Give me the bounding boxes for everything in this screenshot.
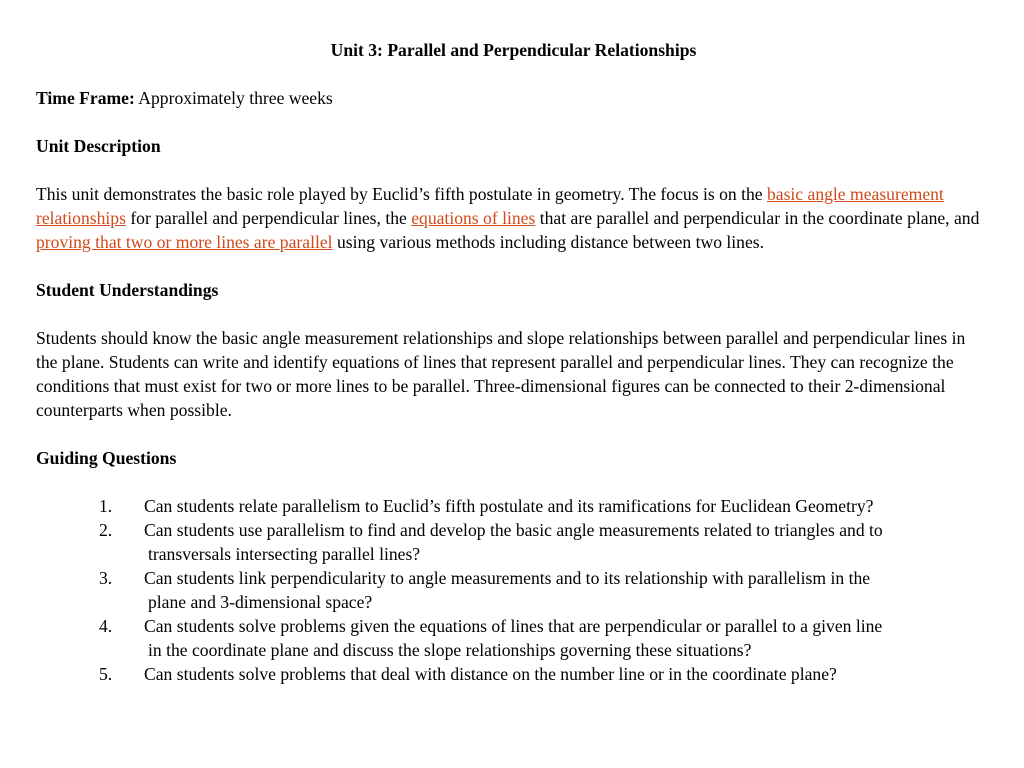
list-item	[99, 566, 991, 614]
guiding-questions-list	[36, 494, 991, 686]
list-item-number: 5.	[99, 664, 113, 684]
student-understandings-text: Students should know the basic angle measurement relationships and slope relationships between parallel and perpendicular lines in the plane. Students can write and identify equations of lines that represent parallel and perpendicular lines. They can recognize the conditions that must exist for two or more lines to be parallel. Three-dimensional figures can be connected to their 2-dimensional counterparts when possible.	[36, 328, 966, 420]
time-frame-label: Time Frame:	[36, 88, 135, 108]
list-item	[99, 518, 991, 566]
list-item-text-continued: plane and 3-dimensional space?	[148, 592, 373, 612]
list-item-number: 2.	[99, 520, 113, 540]
list-item	[99, 494, 991, 518]
list-item-number: 3.	[99, 568, 113, 588]
list-item	[99, 614, 991, 662]
list-item-text: Can students relate parallelism to Euclid’s fifth postulate and its ramifications for Euclidean Geometry?	[144, 496, 874, 516]
unit-description-text-part-4: using various methods including distance between two lines.	[332, 232, 765, 252]
list-item-text: Can students solve problems given the equations of lines that are perpendicular or parallel to a given line	[144, 616, 883, 636]
list-item	[99, 662, 991, 686]
list-item-text-continued: transversals intersecting parallel lines?	[148, 544, 421, 564]
proving-parallel-link[interactable]: proving that two or more lines are parallel	[36, 232, 333, 252]
guiding-questions-heading: Guiding Questions	[36, 448, 177, 468]
unit-description-text	[36, 182, 991, 254]
list-item-text: Can students link perpendicularity to angle measurements and to its relationship with parallelism in the	[144, 568, 871, 588]
list-item-number: 4.	[99, 616, 113, 636]
equations-of-lines-link[interactable]: equations of lines	[411, 208, 536, 228]
unit-description-text-part-3: that are parallel and perpendicular in the coordinate plane, and	[535, 208, 980, 228]
basic-angle-link[interactable]: basic angle measurement relationships	[36, 184, 944, 228]
time-frame	[36, 86, 991, 110]
student-understandings-heading: Student Understandings	[36, 280, 219, 300]
list-item-text-continued: in the coordinate plane and discuss the slope relationships governing these situations?	[148, 640, 752, 660]
unit-description-heading: Unit Description	[36, 136, 161, 156]
list-item-text: Can students solve problems that deal with distance on the number line or in the coordinate plane?	[144, 664, 837, 684]
document-page	[36, 38, 991, 686]
list-item-number: 1.	[99, 496, 113, 516]
unit-description-text-part-1: This unit demonstrates the basic role played by Euclid’s fifth postulate in geometry. The focus is on the	[36, 184, 767, 204]
list-item-text: Can students use parallelism to find and develop the basic angle measurements related to triangles and to	[144, 520, 883, 540]
time-frame-value: Approximately three weeks	[138, 88, 333, 108]
page-title: Unit 3: Parallel and Perpendicular Relationships	[330, 40, 697, 60]
unit-description-text-part-2: for parallel and perpendicular lines, the	[125, 208, 412, 228]
